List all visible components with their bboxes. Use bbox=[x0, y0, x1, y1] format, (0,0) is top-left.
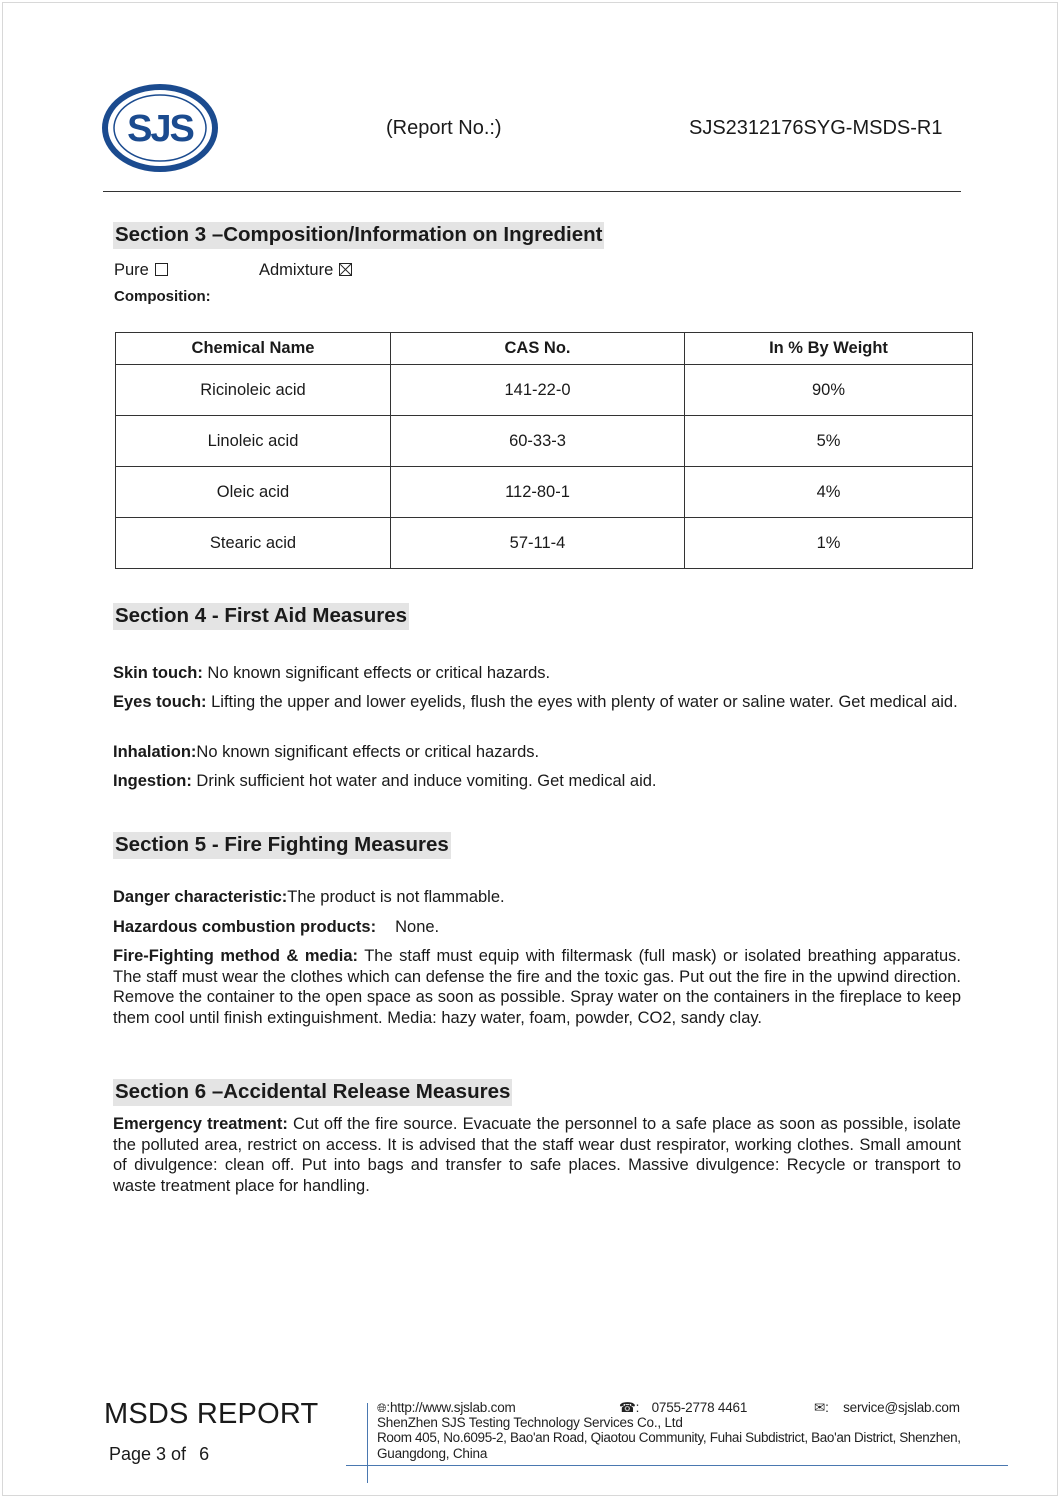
danger-label: Danger characteristic: bbox=[113, 888, 288, 906]
mail-icon: ✉ bbox=[814, 1400, 826, 1415]
cell-cas-no: 112-80-1 bbox=[391, 467, 685, 518]
report-no-label: (Report No.:) bbox=[386, 117, 502, 139]
pure-checkbox bbox=[155, 263, 168, 276]
cell-weight: 4% bbox=[685, 467, 973, 518]
phone-icon: ☎ bbox=[619, 1400, 636, 1415]
section6-title: Section 6 –Accidental Release Measures bbox=[113, 1079, 512, 1106]
cell-cas-no: 57-11-4 bbox=[391, 518, 685, 569]
hazardous-para bbox=[113, 917, 961, 938]
eyes-touch-label: Eyes touch: bbox=[113, 693, 207, 711]
footer-page bbox=[109, 1444, 209, 1465]
hazardous-text: None. bbox=[395, 918, 440, 936]
hazardous-label: Hazardous combustion products: bbox=[113, 918, 377, 936]
email-link[interactable]: service@sjslab.com bbox=[843, 1400, 960, 1415]
logo-text: SJS bbox=[127, 108, 193, 150]
cell-chemical-name: Stearic acid bbox=[116, 518, 391, 569]
admixture-option bbox=[259, 261, 352, 280]
composition-table bbox=[115, 332, 973, 569]
footer-title: MSDS REPORT bbox=[104, 1398, 319, 1430]
section5-title: Section 5 - Fire Fighting Measures bbox=[113, 832, 451, 859]
section3-title: Section 3 –Composition/Information on Ingredient bbox=[113, 222, 604, 249]
header-chemical-name: Chemical Name bbox=[116, 333, 391, 365]
danger-para bbox=[113, 887, 961, 908]
ingestion-text: Drink sufficient hot water and induce vomiting. Get medical aid. bbox=[191, 772, 657, 790]
emergency-para bbox=[113, 1114, 961, 1196]
report-no-value: SJS2312176SYG-MSDS-R1 bbox=[689, 117, 943, 139]
composition-label: Composition: bbox=[114, 288, 211, 305]
inhalation-text: No known significant effects or critical hazards. bbox=[196, 743, 540, 761]
emergency-label: Emergency treatment: bbox=[113, 1115, 288, 1133]
footer-company: ShenZhen SJS Testing Technology Services Co., Ltd bbox=[377, 1415, 683, 1430]
table-row bbox=[116, 518, 973, 569]
footer-website[interactable] bbox=[377, 1400, 516, 1416]
header-divider bbox=[103, 191, 961, 192]
phone-number: 0755-2778 4461 bbox=[651, 1400, 748, 1415]
footer-address-line2: Guangdong, China bbox=[377, 1446, 488, 1461]
footer-phone: ☎: 0755-2778 4461 bbox=[619, 1400, 748, 1415]
table-header-row bbox=[116, 333, 973, 365]
eyes-touch-para bbox=[113, 692, 961, 713]
footer-email[interactable]: ✉: service@sjslab.com bbox=[814, 1400, 960, 1415]
cell-chemical-name: Ricinoleic acid bbox=[116, 365, 391, 416]
cell-chemical-name: Linoleic acid bbox=[116, 416, 391, 467]
sjs-logo bbox=[102, 84, 218, 172]
table-row bbox=[116, 467, 973, 518]
fire-method-text: The staff must equip with filtermask (full mask) or isolated breathing apparatus. The staff must wear the clothes which can defense the fire and the toxic gas. Put out the fire in the upwind direction. Remove the container to the open space as soon as possible. Spray water on the containers in the fireplace to keep them cool until finish extinguishment. Media: hazy water, foam, powder, CO2, sandy clay. bbox=[113, 947, 961, 1027]
globe-icon: 🌐︎ bbox=[377, 1401, 387, 1415]
header-weight: In % By Weight bbox=[685, 333, 973, 365]
footer-address-line1: Room 405, No.6095-2, Bao'an Road, Qiaotou Community, Fuhai Subdistrict, Bao'an District, Shenzhen, bbox=[377, 1430, 961, 1445]
inhalation-para bbox=[113, 742, 961, 763]
danger-text: The product is not flammable. bbox=[287, 888, 505, 906]
table-row bbox=[116, 365, 973, 416]
ingestion-para bbox=[113, 771, 961, 792]
fire-method-label: Fire-Fighting method & media: bbox=[113, 947, 359, 965]
skin-touch-text: No known significant effects or critical hazards. bbox=[202, 664, 551, 682]
section4-title: Section 4 - First Aid Measures bbox=[113, 603, 409, 630]
emergency-text: Cut off the fire source. Evacuate the personnel to a safe place as soon as possible, isolate the polluted area, restrict on access. It is advised that the staff wear dust respirator, working clothes. Small amount of divulgence: clean off. Put into bags and transfer to safe places. Massive divulgence: Recycle or transport to waste treatment place for handling. bbox=[113, 1115, 961, 1195]
table-row bbox=[116, 416, 973, 467]
fire-method-para bbox=[113, 946, 961, 1028]
pure-option bbox=[114, 261, 168, 280]
footer-horizontal-divider bbox=[346, 1465, 1008, 1466]
cell-cas-no: 141-22-0 bbox=[391, 365, 685, 416]
footer-vertical-divider bbox=[367, 1403, 368, 1483]
website-link[interactable]: :http://www.sjslab.com bbox=[386, 1400, 516, 1415]
cell-weight: 1% bbox=[685, 518, 973, 569]
skin-touch-para bbox=[113, 663, 961, 684]
ingestion-label: Ingestion: bbox=[113, 772, 192, 790]
page-label: Page 3 of bbox=[109, 1444, 187, 1464]
admixture-label: Admixture bbox=[259, 261, 334, 279]
page-total: 6 bbox=[199, 1444, 210, 1464]
header-cas-no: CAS No. bbox=[391, 333, 685, 365]
cell-weight: 5% bbox=[685, 416, 973, 467]
admixture-checkbox bbox=[339, 263, 352, 276]
skin-touch-label: Skin touch: bbox=[113, 664, 203, 682]
inhalation-label: Inhalation: bbox=[113, 743, 197, 761]
pure-label: Pure bbox=[114, 261, 149, 279]
eyes-touch-text: Lifting the upper and lower eyelids, flush the eyes with plenty of water or saline water. Get medical aid. bbox=[206, 693, 958, 711]
cell-weight: 90% bbox=[685, 365, 973, 416]
cell-chemical-name: Oleic acid bbox=[116, 467, 391, 518]
cell-cas-no: 60-33-3 bbox=[391, 416, 685, 467]
